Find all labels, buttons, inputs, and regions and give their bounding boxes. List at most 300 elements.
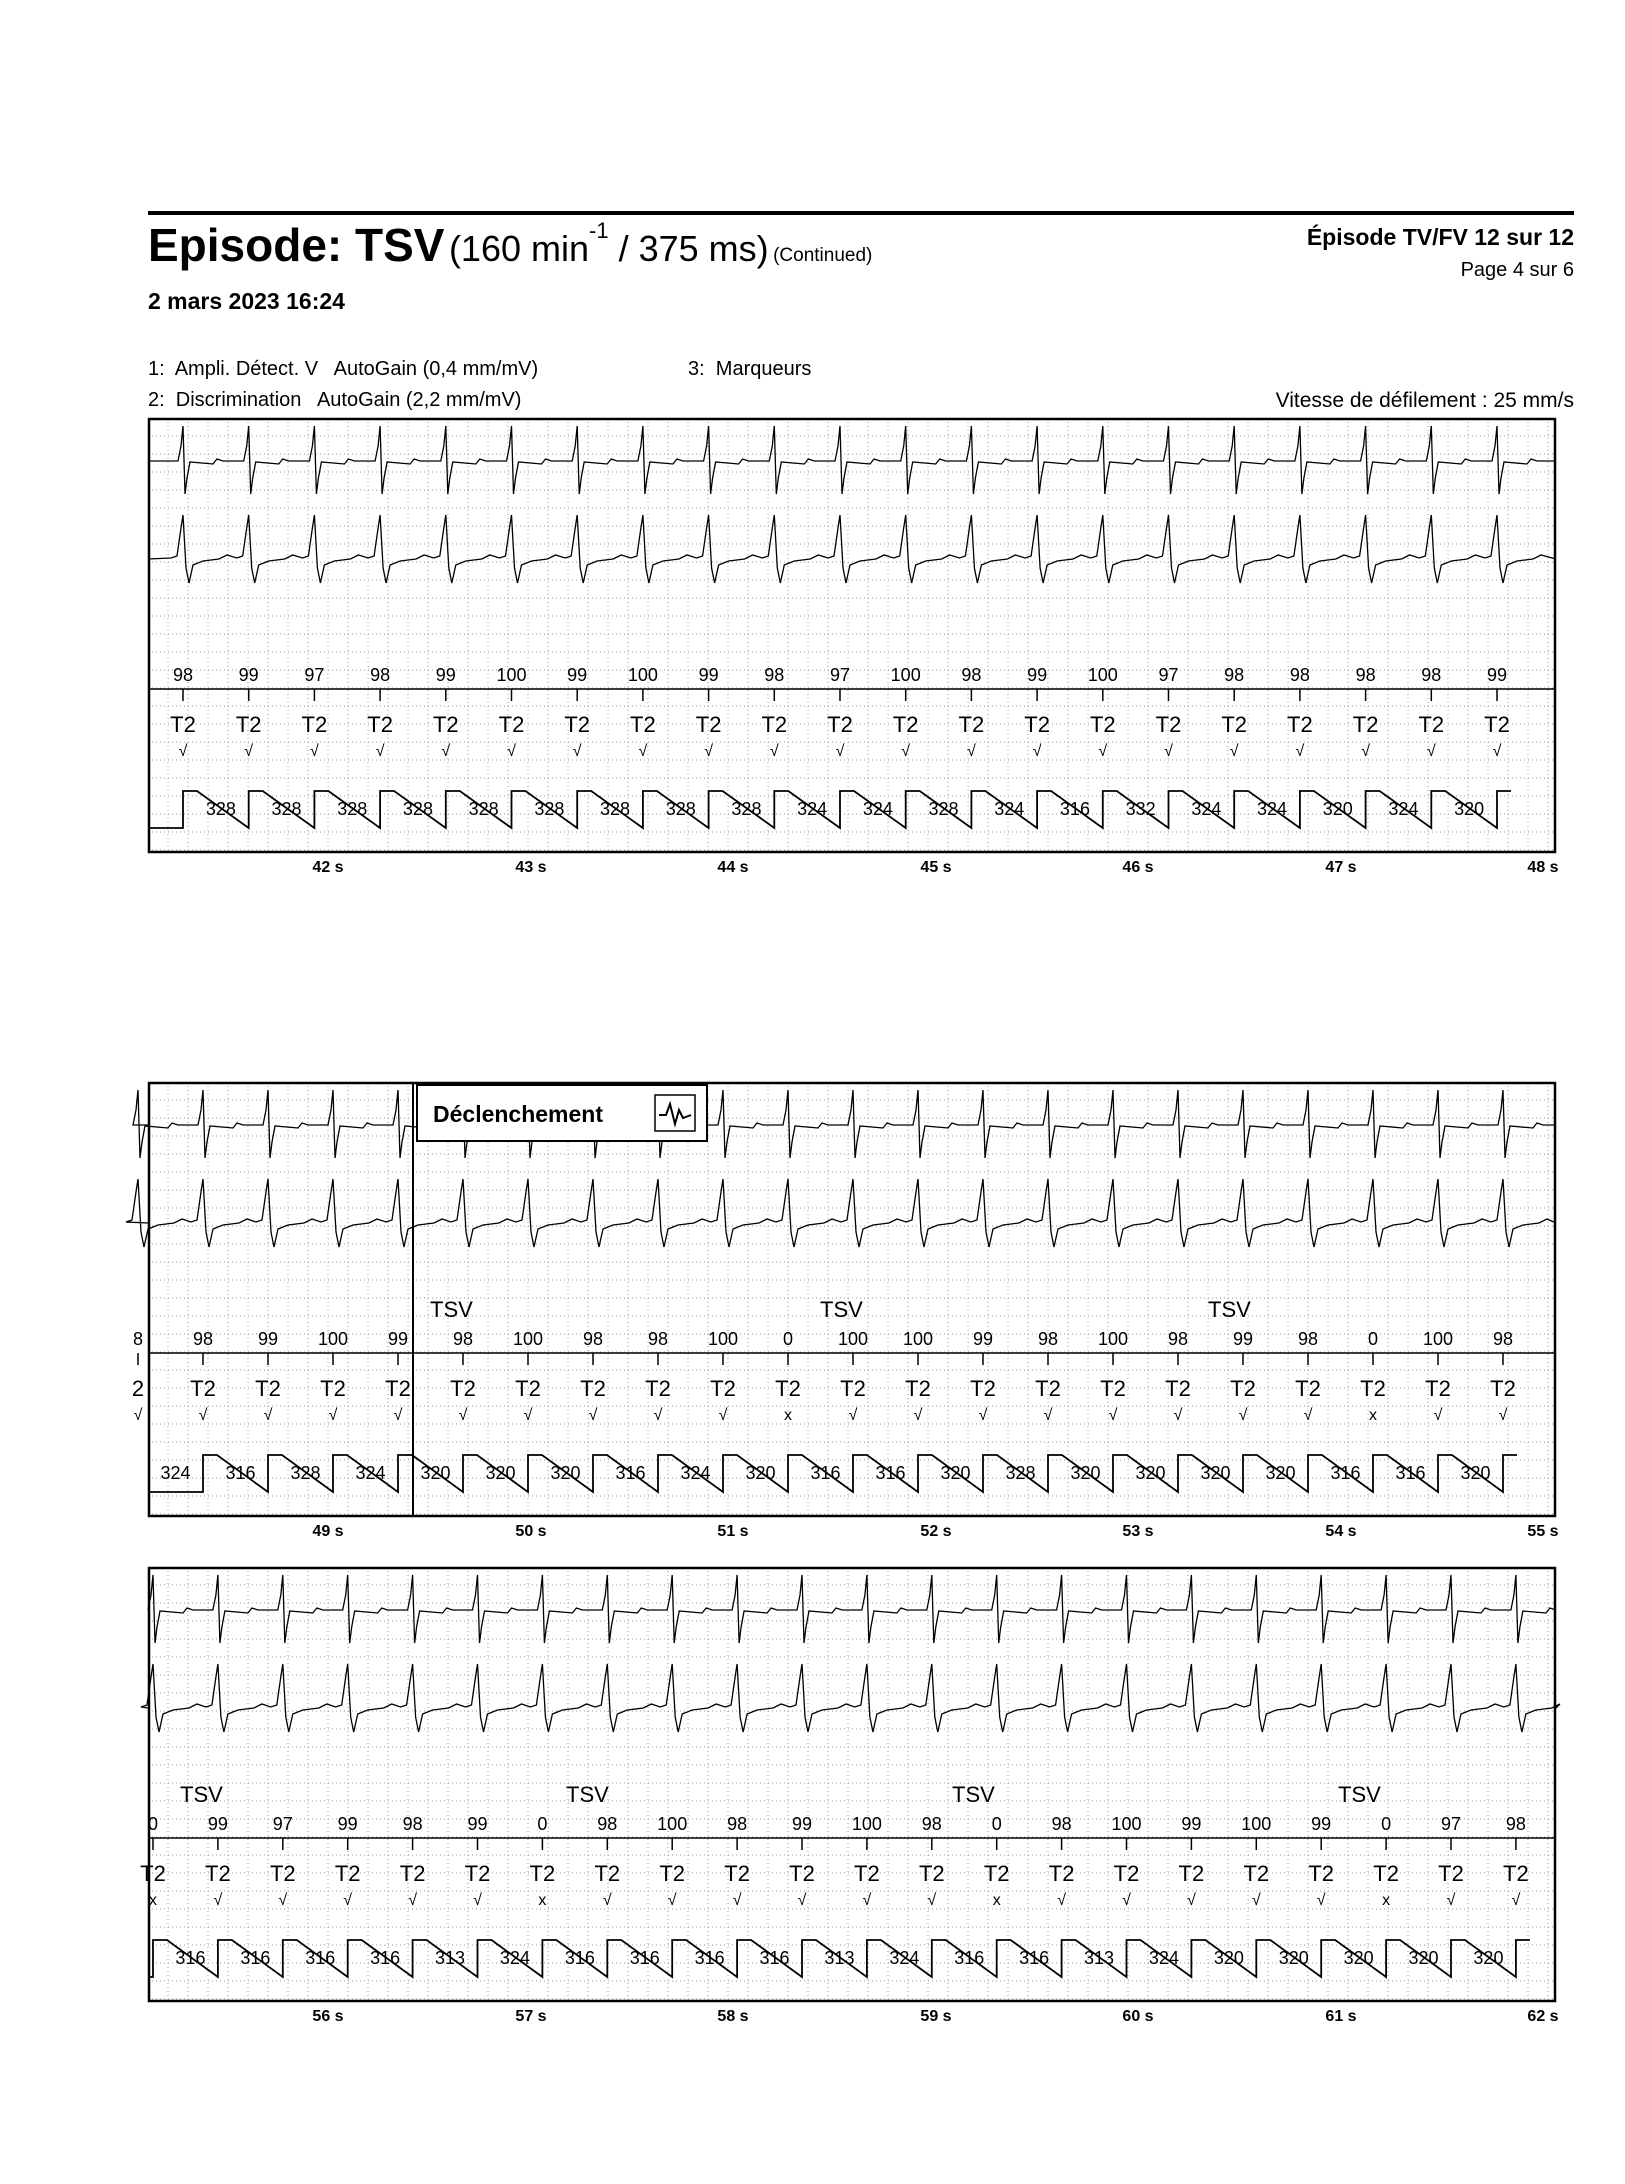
marker-label: T2 [1243,1861,1270,1886]
marker-label: T2 [789,1861,815,1886]
rate-value: 98 [1289,665,1310,685]
classification-mark: √ [458,1407,468,1424]
rate-value: 100 [902,1329,934,1349]
interval-value: 324 [1191,799,1222,819]
rate-value: 99 [207,1814,228,1834]
interval-value: 320 [940,1463,971,1483]
marker-label: T2 [1360,1376,1386,1401]
classification-mark: √ [704,743,713,760]
classification-mark: √ [343,1892,353,1909]
page-number: Page 4 sur 6 [1460,259,1574,281]
classification-mark: √ [1057,1892,1066,1909]
marker-label: T2 [1287,712,1313,737]
marker-label: T2 [1221,712,1248,737]
classification-mark: √ [1098,743,1108,760]
marker-label: T2 [1484,712,1510,737]
time-label: 50 s [515,1523,547,1540]
interval-value: 328 [665,799,696,819]
classification-mark: √ [1446,1892,1456,1909]
marker-label: T2 [970,1376,996,1401]
rate-value: 99 [257,1329,279,1349]
marker-label: T2 [695,712,722,737]
classification-mark: x [1369,1407,1377,1424]
classification-mark: √ [848,1407,858,1424]
interval-value: 328 [928,799,959,819]
interval-value: 328 [271,799,302,819]
interval-value: 324 [1257,799,1288,819]
marker-label: T2 [827,712,853,737]
interval-value: 313 [435,1948,466,1968]
interval-value: 316 [954,1948,985,1968]
rate-value: 0 [782,1329,794,1349]
interval-value: 320 [1408,1948,1439,1968]
marker-label: T2 [269,1861,296,1886]
classification-mark: √ [1511,1892,1521,1909]
classification-mark: √ [901,743,911,760]
interval-value: 320 [1265,1463,1296,1483]
classification-mark: √ [913,1407,923,1424]
marker-label: T2 [205,1861,231,1886]
marker-label: T2 [170,712,196,737]
marker-label: T2 [710,1376,736,1401]
classification-mark: √ [718,1407,728,1424]
rate-value: 98 [1037,1329,1059,1349]
ecg-strip-2 [131,1082,1559,1540]
channel-3-label: 3: Marqueurs [688,358,812,380]
interval-value: 332 [1125,799,1156,819]
rate-value: 97 [272,1814,293,1834]
marker-label: T2 [450,1376,476,1401]
interval-value: 328 [468,799,499,819]
classification-mark: √ [198,1407,208,1424]
interval-value: 313 [1084,1948,1115,1968]
time-label: 59 s [920,2008,952,2025]
marker-label: T2 [1308,1861,1335,1886]
interval-value: 316 [305,1948,336,1968]
interval-value: 320 [1322,799,1353,819]
classification-mark: √ [572,743,582,760]
interval-value: 316 [1019,1948,1050,1968]
classification-mark: √ [1316,1892,1326,1909]
classification-mark: x [149,1892,157,1909]
interval-value: 316 [1395,1463,1426,1483]
marker-label: T2 [854,1861,880,1886]
classification-mark: x [538,1892,547,1909]
classification-mark: √ [408,1892,417,1909]
marker-label: T2 [255,1376,281,1401]
marker-label: T2 [464,1861,491,1886]
classification-mark: √ [797,1892,807,1909]
marker-label: T2 [1024,712,1050,737]
marker-label: T2 [190,1376,216,1401]
classification-mark: √ [523,1407,533,1424]
classification-mark: √ [1426,743,1436,760]
time-label: 46 s [1122,859,1154,876]
interval-value: 324 [680,1463,711,1483]
interval-value: 316 [1059,799,1090,819]
scroll-speed: Vitesse de défilement : 25 mm/s [1275,389,1574,412]
rate-value: 100 [1087,665,1118,685]
interval-value: 328 [337,799,368,819]
classification-mark: √ [1361,743,1370,760]
interval-value: 328 [600,799,631,819]
marker-label: T2 [385,1376,411,1401]
interval-value: 320 [1200,1463,1231,1483]
interval-value: 316 [875,1463,906,1483]
marker-label: T2 [1113,1861,1140,1886]
rate-value: 99 [791,1814,813,1834]
classification-mark: √ [1229,743,1239,760]
interval-value: 320 [1135,1463,1166,1483]
interval-value: 316 [615,1463,646,1483]
rate-value: 99 [972,1329,994,1349]
interval-value: 320 [1454,799,1485,819]
classification-mark: √ [1303,1407,1313,1424]
rate-value: 8 [132,1329,144,1349]
rate-value: 98 [370,665,391,685]
marker-label: T2 [320,1376,346,1401]
marker-label: T2 [235,712,262,737]
rate-value: 99 [1232,1329,1254,1349]
classification-mark: √ [1108,1407,1118,1424]
rate-value: 98 [172,665,194,685]
marker-label: T2 [1418,712,1445,737]
marker-label: T2 [958,712,985,737]
classification-mark: √ [967,743,976,760]
marker-label: T2 [1165,1376,1191,1401]
classification-mark: √ [978,1407,988,1424]
interval-value: 313 [824,1948,855,1968]
marker-label: T2 [761,712,788,737]
interval-value: 320 [745,1463,776,1483]
rate-value: 98 [597,1814,618,1834]
marker-label: T2 [529,1861,556,1886]
interval-value: 316 [175,1948,206,1968]
rate-value: 100 [1422,1329,1454,1349]
marker-label: T2 [399,1861,426,1886]
marker-label: T2 [1425,1376,1451,1401]
classification-mark: √ [1032,743,1042,760]
rate-value: 100 [837,1329,869,1349]
marker-label: T2 [918,1861,945,1886]
time-label: 49 s [312,1523,344,1540]
rate-value: 98 [452,1329,474,1349]
rate-value: 98 [1051,1814,1072,1834]
classification-mark: √ [1173,1407,1183,1424]
interval-value: 324 [355,1463,386,1483]
rate-value: 100 [627,665,658,685]
marker-label: T2 [1352,712,1379,737]
interval-value: 320 [1070,1463,1101,1483]
interval-value: 320 [1460,1463,1491,1483]
header-rule [148,211,1574,215]
strip-frame [149,419,1555,852]
marker-label: T2 [498,712,525,737]
classification-mark: x [992,1892,1001,1909]
classification-mark: √ [213,1892,223,1909]
classification-mark: √ [1122,1892,1131,1909]
interval-value: 324 [994,799,1025,819]
rate-value: 97 [304,665,325,685]
interval-value: 316 [225,1463,256,1483]
ecg-strip-3 [140,1567,1559,2025]
marker-label: T2 [983,1861,1010,1886]
classification-mark: √ [328,1407,338,1424]
rate-value: 100 [496,665,527,685]
classification-mark: √ [769,743,779,760]
rate-value: 97 [1440,1814,1462,1834]
marker-label: T2 [367,712,393,737]
time-label: 44 s [717,859,749,876]
interval-value: 324 [862,799,893,819]
marker-label: T2 [580,1376,606,1401]
ecg-strip-svg [148,418,1556,853]
rate-value: 99 [1486,665,1508,685]
classification-mark: √ [393,1407,403,1424]
interval-value: 320 [1213,1948,1244,1968]
interval-value: 320 [550,1463,581,1483]
interval-value: 316 [694,1948,725,1968]
rate-value: 100 [1097,1329,1129,1349]
classification-mark: √ [507,743,516,760]
marker-label: T2 [432,712,459,737]
rate-value: 0 [1381,1814,1392,1834]
time-label: 47 s [1325,859,1357,876]
classification-mark: √ [278,1892,288,1909]
classification-mark: √ [927,1892,937,1909]
classification-mark: √ [667,1892,677,1909]
interval-value: 316 [1330,1463,1361,1483]
marker-label: T2 [840,1376,866,1401]
time-label: 51 s [717,1523,749,1540]
interval-value: 320 [1278,1948,1309,1968]
interval-value: 316 [629,1948,660,1968]
ecg-strip-1 [148,418,1559,876]
ecg-strip-svg [131,1082,1556,1517]
classification-mark: √ [1433,1407,1443,1424]
marker-label: T2 [645,1376,671,1401]
interval-value: 328 [402,799,433,819]
time-label: 42 s [312,859,344,876]
episode-title [148,218,873,271]
time-label: 58 s [717,2008,749,2025]
rate-value: 100 [657,1814,688,1834]
channel-2-label: 2: Discrimination AutoGain (2,2 mm/mV) [148,389,522,411]
rate-value: 98 [192,1329,214,1349]
grid [148,418,1556,853]
interval-value: 328 [731,799,762,819]
classification-mark: √ [178,743,188,760]
marker-label: T2 [515,1376,541,1401]
time-label: 60 s [1122,2008,1154,2025]
classification-mark: √ [310,743,319,760]
ecg-strip-svg [140,1567,1556,2002]
classification-mark: x [784,1407,792,1424]
tsv-label: TSV [952,1782,995,1807]
continued-label: (Continued) [773,245,873,266]
classification-mark: √ [732,1892,742,1909]
marker-label: T2 [1048,1861,1075,1886]
classification-mark: √ [862,1892,872,1909]
time-label: 57 s [515,2008,547,2025]
interval-value: 324 [160,1463,191,1483]
classification-mark: √ [1251,1892,1261,1909]
interval-value: 316 [370,1948,401,1968]
trace-channel-2 [126,1179,1556,1247]
episode-count: Épisode TV/FV 12 sur 12 [1306,224,1574,250]
rate-value: 99 [1311,1814,1332,1834]
rate-value: 98 [961,665,982,685]
interval-value: 328 [205,799,236,819]
tsv-label: TSV [1208,1297,1251,1322]
time-label: 53 s [1122,1523,1154,1540]
marker-label: T2 [905,1376,931,1401]
rate-value: 98 [1421,665,1442,685]
marker-label: T2 [1100,1376,1126,1401]
marker-label: T2 [140,1861,166,1886]
marker-label: T2 [892,712,919,737]
rate-value: 99 [387,1329,409,1349]
interval-value: 320 [420,1463,451,1483]
rate-value: 0 [537,1814,548,1834]
trace-channel-2 [148,515,1556,583]
interval-value: 324 [889,1948,920,1968]
interval-value: 316 [810,1463,841,1483]
interval-value: 328 [1005,1463,1036,1483]
interval-value: 316 [240,1948,271,1968]
rate-value: 98 [1297,1329,1319,1349]
marker-label: T2 [301,712,328,737]
interval-value: 324 [1388,799,1419,819]
classification-mark: √ [1498,1407,1508,1424]
rate-value: 98 [921,1814,942,1834]
tsv-label: TSV [180,1782,223,1807]
classification-mark: √ [588,1407,598,1424]
marker-label: T2 [724,1861,750,1886]
trace-channel-2 [141,1664,1560,1732]
interval-value: 316 [759,1948,790,1968]
rate-value: 99 [1181,1814,1202,1834]
rate-value: 0 [1367,1329,1379,1349]
marker-label: T2 [630,712,656,737]
marker-label: T2 [1503,1861,1529,1886]
interval-value: 324 [499,1948,530,1968]
rate-value: 99 [238,665,259,685]
marker-label: T2 [594,1861,621,1886]
rate-value: 97 [1158,665,1179,685]
rate-value: 98 [582,1329,604,1349]
rate-value: 100 [1111,1814,1142,1834]
interval-value: 324 [1148,1948,1179,1968]
rate-value: 98 [402,1814,423,1834]
rate-value: 98 [647,1329,669,1349]
rate-value: 100 [317,1329,349,1349]
marker-label: T2 [659,1861,686,1886]
interval-value: 328 [534,799,565,819]
marker-label: T2 [1178,1861,1205,1886]
interval-value: 320 [1343,1948,1374,1968]
rate-value: 99 [435,665,456,685]
time-label: 52 s [920,1523,952,1540]
marker-label: T2 [564,712,591,737]
marker-label: T2 [1155,712,1182,737]
classification-mark: √ [263,1407,273,1424]
rate-value: 100 [851,1814,882,1834]
rate-value: 98 [1224,665,1245,685]
marker-label: 2 [131,1376,145,1401]
rate-value: 99 [467,1814,488,1834]
classification-mark: √ [1238,1407,1248,1424]
tsv-label: TSV [430,1297,473,1322]
time-label: 48 s [1527,859,1559,876]
rate-value: 99 [337,1814,358,1834]
time-label: 62 s [1527,2008,1559,2025]
classification-mark: √ [133,1407,143,1424]
time-label: 61 s [1325,2008,1357,2025]
marker-label: T2 [775,1376,801,1401]
time-label: 56 s [312,2008,344,2025]
tsv-label: TSV [820,1297,863,1322]
rate-value: 99 [698,665,719,685]
marker-label: T2 [1295,1376,1321,1401]
marker-label: T2 [1230,1376,1256,1401]
classification-mark: √ [653,1407,663,1424]
classification-mark: √ [835,743,845,760]
tsv-label: TSV [1338,1782,1381,1807]
marker-label: T2 [1490,1376,1516,1401]
classification-mark: √ [602,1892,612,1909]
classification-mark: √ [1043,1407,1053,1424]
trigger-label: Déclenchement [433,1101,604,1127]
marker-label: T2 [334,1861,361,1886]
time-label: 55 s [1527,1523,1559,1540]
classification-mark: √ [1187,1892,1196,1909]
rate-value: 98 [1492,1329,1514,1349]
rate-value: 99 [1027,665,1048,685]
classification-mark: √ [244,743,254,760]
time-label: 45 s [920,859,952,876]
classification-mark: x [1382,1892,1391,1909]
classification-mark: √ [473,1892,482,1909]
rate-value: 99 [567,665,588,685]
episode-label: Episode: TSV [148,219,445,271]
tsv-label: TSV [566,1782,609,1807]
classification-mark: √ [638,743,648,760]
classification-mark: √ [1295,743,1305,760]
marker-label: T2 [1373,1861,1399,1886]
interval-value: 320 [1473,1948,1504,1968]
rate-value: 0 [147,1814,159,1834]
episode-date: 2 mars 2023 16:24 [148,288,345,314]
classification-mark: √ [441,743,451,760]
rate-value: 98 [764,665,785,685]
time-label: 54 s [1325,1523,1357,1540]
rate-value: 0 [991,1814,1002,1834]
marker-label: T2 [1089,712,1116,737]
rate-value: 98 [727,1814,748,1834]
rate-value: 100 [1241,1814,1272,1834]
rate-value: 98 [1355,665,1376,685]
classification-mark: √ [1492,743,1502,760]
interval-value: 324 [797,799,828,819]
classification-mark: √ [1164,743,1173,760]
channel-1-label: 1: Ampli. Détect. V AutoGain (0,4 mm/mV) [148,358,539,380]
rate-value: 97 [829,665,851,685]
rate-value: 100 [890,665,921,685]
rate-value: 98 [1505,1814,1526,1834]
classification-mark: √ [375,743,385,760]
interval-value: 320 [485,1463,516,1483]
